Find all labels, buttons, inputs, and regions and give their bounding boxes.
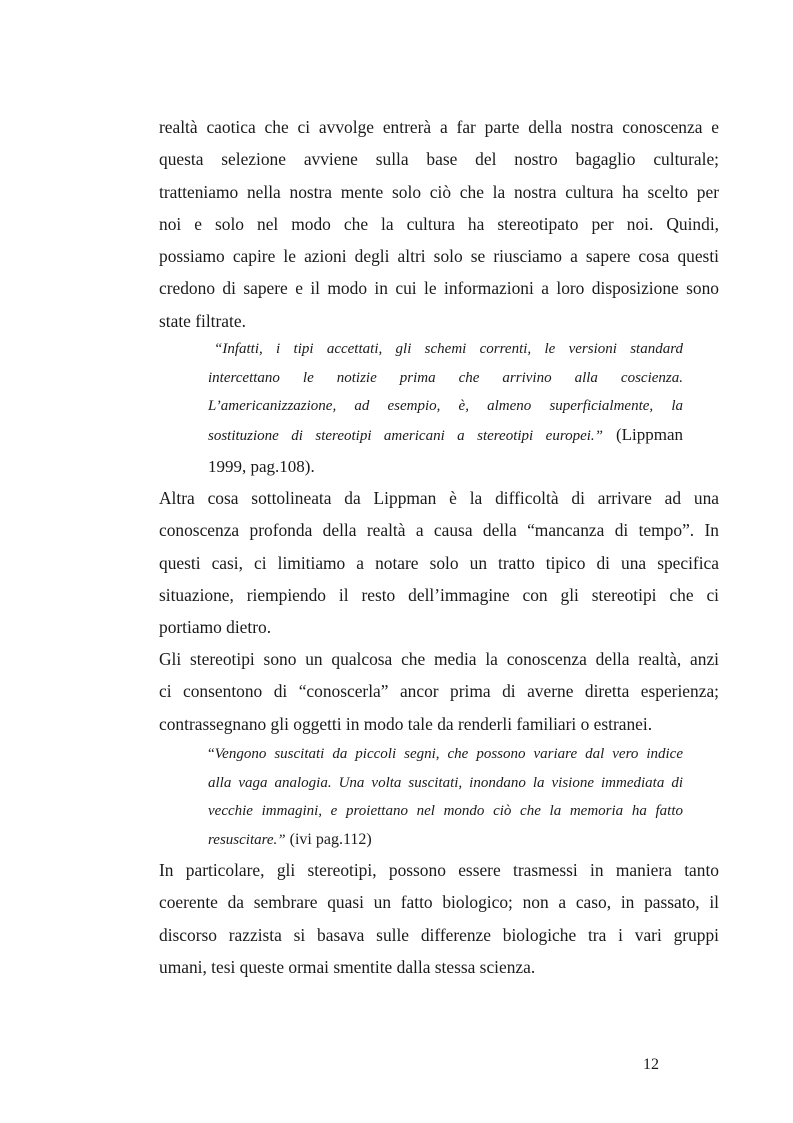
paragraph-line: contrassegnano gli oggetti in modo tale da renderli familiari o estranei. xyxy=(159,713,653,734)
paragraph-line: realtà caotica che ci avvolge entrerà a far parte della nostra conoscenza e xyxy=(159,117,719,137)
quote-text: sostituzione di stereotipi americani a stereotipi europei.” xyxy=(208,427,604,444)
paragraph-3 xyxy=(159,643,719,740)
paragraph-line: ci consentono di “conoscerla” ancor prima di averne diretta esperienza; xyxy=(159,681,719,702)
block-quote-2 xyxy=(208,740,683,854)
paragraph-1 xyxy=(159,111,719,337)
paragraph-line: credono di sapere e il modo in cui le informazioni a loro disposizione sono xyxy=(159,278,719,299)
paragraph-line: situazione, riempiendo il resto dell’immagine con gli stereotipi che ci xyxy=(159,584,719,605)
citation: (Lippman xyxy=(603,424,683,444)
paragraph-line: tratteniamo nella nostra mente solo ciò che la nostra cultura ha scelto per xyxy=(159,181,719,202)
quote-line-with-citation xyxy=(208,421,683,451)
quote-line-with-citation xyxy=(208,826,683,855)
paragraph-line: In particolare, gli stereotipi, possono essere trasmessi in maniera tanto xyxy=(159,860,719,880)
paragraph-line: Altra cosa sottolineata da Lippman è la difficoltà di arrivare ad una xyxy=(159,488,719,508)
paragraph-line: portiamo dietro. xyxy=(159,617,272,638)
quote-line: “Infatti, i tipi accettati, gli schemi correnti, le versioni standard xyxy=(214,341,683,357)
paragraph-line: coerente da sembrare quasi un fatto biologico; non a caso, in passato, il xyxy=(159,892,719,913)
quote-line: intercettano le notizie prima che arrivino alla coscienza. xyxy=(208,369,683,386)
paragraph-line: noi e solo nel modo che la cultura ha stereotipato per noi. Quindi, xyxy=(159,213,719,234)
quote-text: Vengono suscitati da piccoli segni, che possono variare dal vero indice xyxy=(214,746,683,762)
paragraph-line: state filtrate. xyxy=(159,310,246,331)
quote-text: resuscitare.” xyxy=(208,831,286,848)
paragraph-4 xyxy=(159,854,719,983)
quote-line xyxy=(208,740,683,769)
paragraph-line: discorso razzista si basava sulle differenze biologiche tra i vari gruppi xyxy=(159,924,719,945)
quote-line: alla vaga analogia. Una volta suscitati, inondano la visione immediata di xyxy=(208,774,683,791)
quote-line: vecchie immagini, e proiettano nel mondo ciò che la memoria ha fatto xyxy=(208,803,683,820)
paragraph-line: umani, tesi queste ormai smentite dalla stessa scienza. xyxy=(159,956,536,977)
citation: 1999, pag.108). xyxy=(208,457,315,477)
block-quote-1 xyxy=(208,335,683,485)
paragraph-line: possiamo capire le azioni degli altri solo se riusciamo a sapere cosa questi xyxy=(159,246,719,267)
page-number: 12 xyxy=(643,1056,659,1073)
quote-line: L’americanizzazione, ad esempio, è, almeno superficialmente, la xyxy=(208,398,683,415)
paragraph-2 xyxy=(159,482,719,643)
citation-line xyxy=(208,450,683,485)
paragraph-line: Gli stereotipi sono un qualcosa che media la conoscenza della realtà, anzi xyxy=(159,649,719,669)
paragraph-line: conoscenza profonda della realtà a causa della “mancanza di tempo”. In xyxy=(159,520,719,541)
paragraph-line: questa selezione avviene sulla base del nostro bagaglio culturale; xyxy=(159,149,719,170)
open-quote-mark: “ xyxy=(208,746,215,762)
paragraph-line: questi casi, ci limitiamo a notare solo un tratto tipico di una specifica xyxy=(159,552,719,573)
citation: (ivi pag.112) xyxy=(285,830,372,848)
